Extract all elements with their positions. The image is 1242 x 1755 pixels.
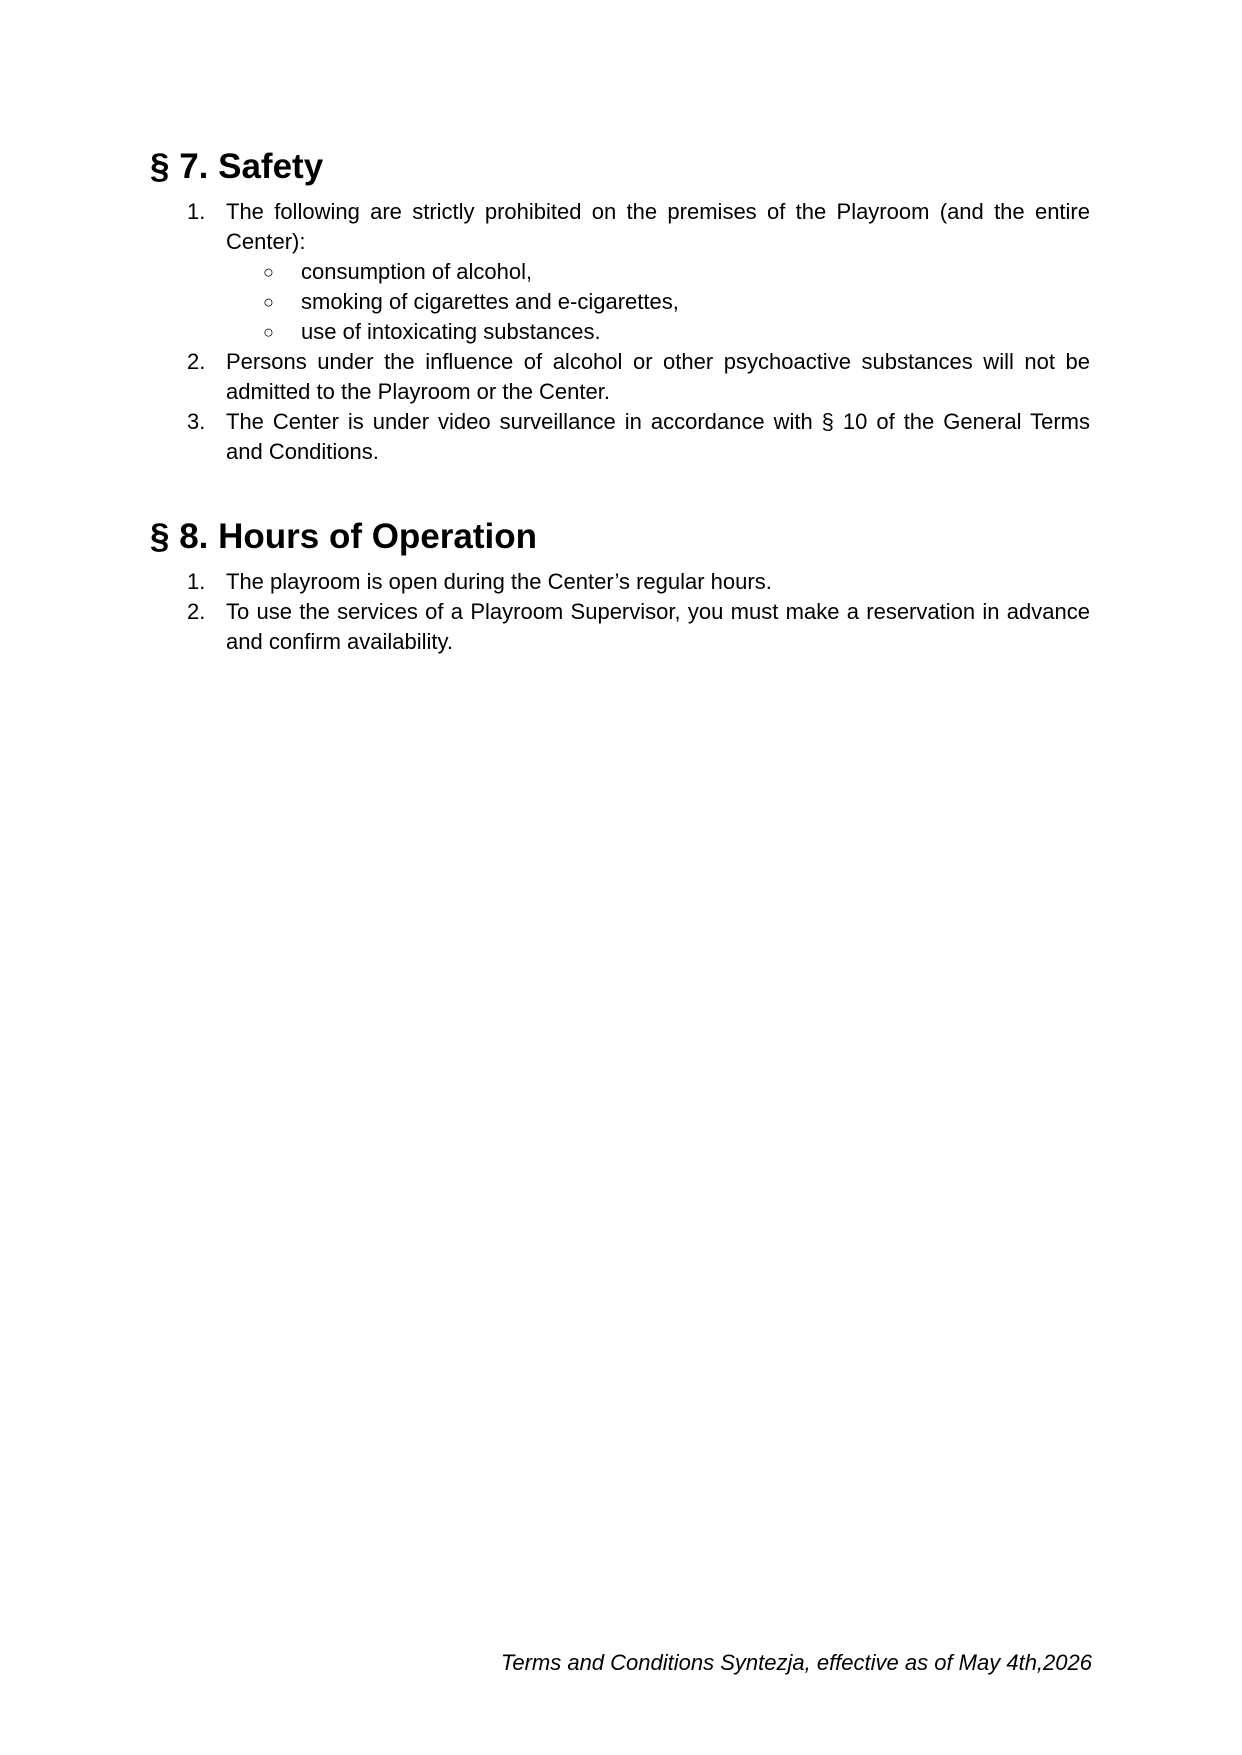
- section-hours-of-operation: [150, 517, 1090, 657]
- item-number: 3.: [187, 409, 206, 434]
- page-footer: Terms and Conditions Syntezja, effective as of May 4th,2026: [500, 1650, 1092, 1675]
- circle-bullet-icon: ○: [263, 262, 274, 282]
- sub-item-text: consumption of alcohol,: [301, 259, 533, 284]
- list-item: [150, 407, 1090, 467]
- item-text: To use the services of a Playroom Supervisor, you must make a reservation in advance and confirm availability.: [226, 599, 1090, 654]
- item-text: The playroom is open during the Center’s regular hours.: [226, 569, 772, 594]
- item-text: The Center is under video surveillance in accordance with § 10 of the General Terms and Conditions.: [226, 409, 1090, 464]
- item-number: 1.: [187, 199, 206, 224]
- item-number: 1.: [187, 569, 206, 594]
- sub-list-item: [226, 317, 1090, 347]
- sub-list-item: [226, 287, 1090, 317]
- circle-bullet-icon: ○: [263, 322, 274, 342]
- section-heading: § 7. Safety: [150, 147, 324, 186]
- sub-list: [226, 257, 1090, 347]
- item-number: 2.: [187, 599, 206, 624]
- item-number: 2.: [187, 349, 206, 374]
- sub-list-item: [226, 257, 1090, 287]
- list-item: [150, 567, 1090, 597]
- item-text: The following are strictly prohibited on the premises of the Playroom (and the entire Center):: [226, 199, 1090, 254]
- list-item: [150, 597, 1090, 657]
- numbered-list: [150, 567, 1090, 657]
- circle-bullet-icon: ○: [263, 292, 274, 312]
- section-heading: § 8. Hours of Operation: [150, 517, 537, 556]
- item-text: Persons under the influence of alcohol or other psychoactive substances will not be admitted to the Playroom or the Center.: [226, 349, 1090, 404]
- section-safety: [150, 147, 1090, 467]
- sub-item-text: use of intoxicating substances.: [301, 319, 601, 344]
- list-item: [150, 197, 1090, 347]
- numbered-list: [150, 197, 1090, 467]
- sub-item-text: smoking of cigarettes and e-cigarettes,: [301, 289, 679, 314]
- list-item: [150, 347, 1090, 407]
